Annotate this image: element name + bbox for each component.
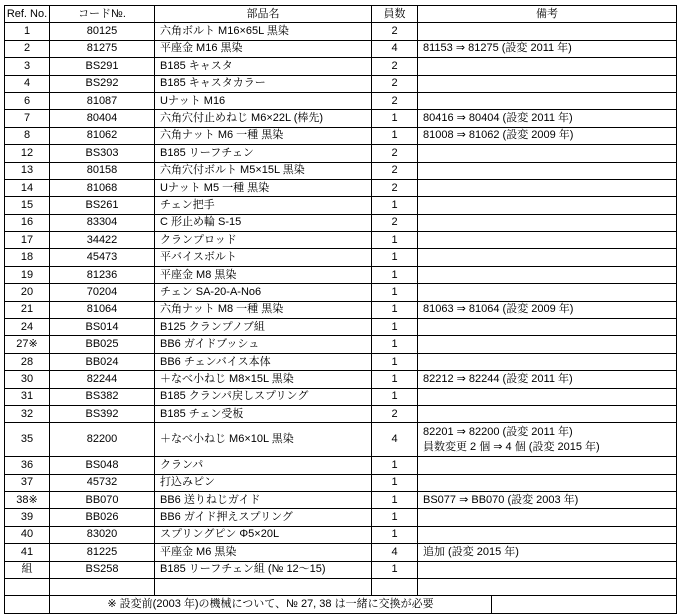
footer-ref-cell <box>5 596 50 613</box>
remark-cell <box>418 561 677 578</box>
qty-cell: 1 <box>372 110 418 127</box>
part-name-cell: Uナット M16 <box>155 92 372 109</box>
qty-cell: 1 <box>372 319 418 336</box>
code-no-cell: 81236 <box>50 266 155 283</box>
ref-no-cell: 16 <box>5 214 50 231</box>
qty-cell: 4 <box>372 423 418 457</box>
table-row <box>5 491 677 508</box>
remark-cell <box>418 509 677 526</box>
part-name-cell: ＋なべ小ねじ M6×10L 黒染 <box>155 423 372 457</box>
remark-cell: 81063 ⇒ 81064 (設変 2009 年) <box>418 301 677 318</box>
table-row <box>5 388 677 405</box>
ref-no-cell: 36 <box>5 457 50 474</box>
remark-cell: 81008 ⇒ 81062 (設変 2009 年) <box>418 127 677 144</box>
ref-no-cell: 4 <box>5 75 50 92</box>
header-code-no: コード№. <box>50 6 155 23</box>
code-no-cell: 80404 <box>50 110 155 127</box>
qty-cell: 1 <box>372 197 418 214</box>
ref-no-cell: 14 <box>5 179 50 196</box>
table-row <box>5 301 677 318</box>
table-row <box>5 162 677 179</box>
code-no-cell: BB025 <box>50 336 155 353</box>
qty-cell: 1 <box>372 526 418 543</box>
table-row <box>5 75 677 92</box>
code-no-cell: 45732 <box>50 474 155 491</box>
part-name-cell: 六角穴付ボルト M5×15L 黒染 <box>155 162 372 179</box>
part-name-cell: 平バイスボルト <box>155 249 372 266</box>
ref-no-cell: 12 <box>5 145 50 162</box>
ref-no-cell: 21 <box>5 301 50 318</box>
part-name-cell: C 形止め輪 S-15 <box>155 214 372 231</box>
qty-cell: 2 <box>372 23 418 40</box>
qty-cell: 1 <box>372 353 418 370</box>
code-no-cell: 81062 <box>50 127 155 144</box>
code-no-cell: BS292 <box>50 75 155 92</box>
remark-cell <box>418 249 677 266</box>
table-row <box>5 145 677 162</box>
footer-row <box>5 596 677 613</box>
ref-no-cell: 20 <box>5 284 50 301</box>
qty-cell: 2 <box>372 75 418 92</box>
ref-no-cell: 38※ <box>5 491 50 508</box>
table-row <box>5 179 677 196</box>
ref-no-cell: 35 <box>5 423 50 457</box>
code-no-cell: 83304 <box>50 214 155 231</box>
code-no-cell: BS014 <box>50 319 155 336</box>
remark-cell <box>418 232 677 249</box>
qty-cell: 1 <box>372 491 418 508</box>
part-name-cell: Uナット M5 一種 黒染 <box>155 179 372 196</box>
table-row <box>5 319 677 336</box>
remark-cell <box>418 457 677 474</box>
code-no-cell: 81087 <box>50 92 155 109</box>
code-no-cell: 45473 <box>50 249 155 266</box>
remark-cell <box>418 578 677 595</box>
code-no-cell: BB024 <box>50 353 155 370</box>
table-row <box>5 336 677 353</box>
qty-cell: 1 <box>372 249 418 266</box>
remark-cell <box>418 388 677 405</box>
remark-cell <box>418 284 677 301</box>
ref-no-cell: 41 <box>5 544 50 561</box>
code-no-cell: 81068 <box>50 179 155 196</box>
table-row <box>5 232 677 249</box>
part-name-cell: B185 キャスタ <box>155 58 372 75</box>
table-row <box>5 544 677 561</box>
qty-cell: 1 <box>372 266 418 283</box>
remark-cell <box>418 526 677 543</box>
code-no-cell: BS261 <box>50 197 155 214</box>
qty-cell: 2 <box>372 92 418 109</box>
remark-cell <box>418 75 677 92</box>
ref-no-cell: 39 <box>5 509 50 526</box>
ref-no-cell: 7 <box>5 110 50 127</box>
remark-cell <box>418 214 677 231</box>
ref-no-cell <box>5 578 50 595</box>
remark-cell <box>418 145 677 162</box>
remark-cell <box>418 266 677 283</box>
part-name-cell: B185 リーフチェン組 (№ 12～15) <box>155 561 372 578</box>
table-footer <box>5 596 677 613</box>
ref-no-cell: 19 <box>5 266 50 283</box>
table-row <box>5 509 677 526</box>
part-name-cell: 六角穴付止めねじ M6×22L (棒先) <box>155 110 372 127</box>
table-row <box>5 405 677 422</box>
part-name-cell: チェン把手 <box>155 197 372 214</box>
qty-cell: 1 <box>372 371 418 388</box>
part-name-cell: BB6 ガイド押えスプリング <box>155 509 372 526</box>
qty-cell: 1 <box>372 561 418 578</box>
qty-cell: 4 <box>372 40 418 57</box>
table-row <box>5 249 677 266</box>
table-row <box>5 578 677 595</box>
code-no-cell <box>50 578 155 595</box>
table-row <box>5 474 677 491</box>
table-row <box>5 457 677 474</box>
part-name-cell: BB6 チェンバイス本体 <box>155 353 372 370</box>
remark-cell <box>418 92 677 109</box>
ref-no-cell: 30 <box>5 371 50 388</box>
part-name-cell: 平座金 M16 黒染 <box>155 40 372 57</box>
ref-no-cell: 37 <box>5 474 50 491</box>
remark-cell: 82212 ⇒ 82244 (設変 2011 年) <box>418 371 677 388</box>
code-no-cell: 34422 <box>50 232 155 249</box>
ref-no-cell: 31 <box>5 388 50 405</box>
qty-cell <box>372 578 418 595</box>
code-no-cell: 70204 <box>50 284 155 301</box>
ref-no-cell: 27※ <box>5 336 50 353</box>
part-name-cell: チェン SA-20-A-No6 <box>155 284 372 301</box>
qty-cell: 2 <box>372 179 418 196</box>
part-name-cell: 六角ナット M6 一種 黒染 <box>155 127 372 144</box>
code-no-cell: BS291 <box>50 58 155 75</box>
code-no-cell: BS382 <box>50 388 155 405</box>
remark-cell: BS077 ⇒ BB070 (設変 2003 年) <box>418 491 677 508</box>
remark-cell: 追加 (設変 2015 年) <box>418 544 677 561</box>
remark-cell <box>418 405 677 422</box>
part-name-cell: ＋なべ小ねじ M8×15L 黒染 <box>155 371 372 388</box>
footer-remark-cell <box>492 596 677 613</box>
code-no-cell: 81275 <box>50 40 155 57</box>
table-row <box>5 23 677 40</box>
qty-cell: 2 <box>372 162 418 179</box>
ref-no-cell: 17 <box>5 232 50 249</box>
remark-cell: 82201 ⇒ 82200 (設変 2011 年) 員数変更 2 個 ⇒ 4 個 (設変 2015 年) <box>418 423 677 457</box>
remark-cell: 80416 ⇒ 80404 (設変 2011 年) <box>418 110 677 127</box>
ref-no-cell: 6 <box>5 92 50 109</box>
part-name-cell: B185 チェン受板 <box>155 405 372 422</box>
qty-cell: 2 <box>372 405 418 422</box>
part-name-cell: BB6 送りねじガイド <box>155 491 372 508</box>
table-row <box>5 266 677 283</box>
table-row <box>5 58 677 75</box>
table-row <box>5 92 677 109</box>
qty-cell: 1 <box>372 457 418 474</box>
qty-cell: 1 <box>372 388 418 405</box>
parts-table-body <box>5 23 677 596</box>
table-row <box>5 214 677 231</box>
table-row <box>5 353 677 370</box>
code-no-cell: BS048 <box>50 457 155 474</box>
table-row <box>5 197 677 214</box>
table-row <box>5 371 677 388</box>
part-name-cell: BB6 ガイドブッシュ <box>155 336 372 353</box>
code-no-cell: BS303 <box>50 145 155 162</box>
ref-no-cell: 組 <box>5 561 50 578</box>
code-no-cell: BS392 <box>50 405 155 422</box>
header-row <box>5 6 677 23</box>
remark-cell: 81153 ⇒ 81275 (設変 2011 年) <box>418 40 677 57</box>
code-no-cell: BS258 <box>50 561 155 578</box>
ref-no-cell: 24 <box>5 319 50 336</box>
code-no-cell: BB026 <box>50 509 155 526</box>
code-no-cell: 81225 <box>50 544 155 561</box>
table-row <box>5 561 677 578</box>
qty-cell: 2 <box>372 58 418 75</box>
table-row <box>5 423 677 457</box>
remark-cell <box>418 23 677 40</box>
table-row <box>5 40 677 57</box>
qty-cell: 1 <box>372 474 418 491</box>
part-name-cell: クランパ <box>155 457 372 474</box>
part-name-cell <box>155 578 372 595</box>
qty-cell: 4 <box>372 544 418 561</box>
remark-cell <box>418 319 677 336</box>
code-no-cell: 82200 <box>50 423 155 457</box>
remark-cell <box>418 197 677 214</box>
code-no-cell: 83020 <box>50 526 155 543</box>
code-no-cell: BB070 <box>50 491 155 508</box>
qty-cell: 1 <box>372 301 418 318</box>
ref-no-cell: 8 <box>5 127 50 144</box>
part-name-cell: B185 リーフチェン <box>155 145 372 162</box>
qty-cell: 1 <box>372 336 418 353</box>
remark-cell <box>418 179 677 196</box>
code-no-cell: 80158 <box>50 162 155 179</box>
ref-no-cell: 1 <box>5 23 50 40</box>
table-row <box>5 526 677 543</box>
remark-cell <box>418 58 677 75</box>
qty-cell: 2 <box>372 145 418 162</box>
part-name-cell: B185 キャスタカラー <box>155 75 372 92</box>
footer-note: ※ 設変前(2003 年)の機械について、№ 27, 38 は一緒に交換が必要 <box>50 596 492 613</box>
part-name-cell: 六角ナット M8 一種 黒染 <box>155 301 372 318</box>
remark-cell <box>418 336 677 353</box>
table-row <box>5 110 677 127</box>
header-part-name: 部品名 <box>155 6 372 23</box>
remark-cell <box>418 353 677 370</box>
part-name-cell: B125 クランプノブ組 <box>155 319 372 336</box>
header-qty: 員数 <box>372 6 418 23</box>
ref-no-cell: 32 <box>5 405 50 422</box>
code-no-cell: 82244 <box>50 371 155 388</box>
part-name-cell: 六角ボルト M16×65L 黒染 <box>155 23 372 40</box>
header-remarks: 備考 <box>418 6 677 23</box>
ref-no-cell: 15 <box>5 197 50 214</box>
ref-no-cell: 3 <box>5 58 50 75</box>
remark-cell <box>418 474 677 491</box>
part-name-cell: B185 クランパ戻しスプリング <box>155 388 372 405</box>
part-name-cell: 平座金 M8 黒染 <box>155 266 372 283</box>
qty-cell: 1 <box>372 509 418 526</box>
part-name-cell: スプリングピン Φ5×20L <box>155 526 372 543</box>
ref-no-cell: 40 <box>5 526 50 543</box>
table-row <box>5 284 677 301</box>
qty-cell: 1 <box>372 284 418 301</box>
part-name-cell: クランプロッド <box>155 232 372 249</box>
remark-cell <box>418 162 677 179</box>
part-name-cell: 打込みピン <box>155 474 372 491</box>
ref-no-cell: 28 <box>5 353 50 370</box>
table-header <box>5 6 677 23</box>
qty-cell: 2 <box>372 214 418 231</box>
table-row <box>5 127 677 144</box>
qty-cell: 1 <box>372 232 418 249</box>
header-ref-no: Ref. No. <box>5 6 50 23</box>
code-no-cell: 81064 <box>50 301 155 318</box>
parts-table <box>4 5 677 614</box>
qty-cell: 1 <box>372 127 418 144</box>
ref-no-cell: 13 <box>5 162 50 179</box>
part-name-cell: 平座金 M6 黒染 <box>155 544 372 561</box>
ref-no-cell: 18 <box>5 249 50 266</box>
code-no-cell: 80125 <box>50 23 155 40</box>
ref-no-cell: 2 <box>5 40 50 57</box>
